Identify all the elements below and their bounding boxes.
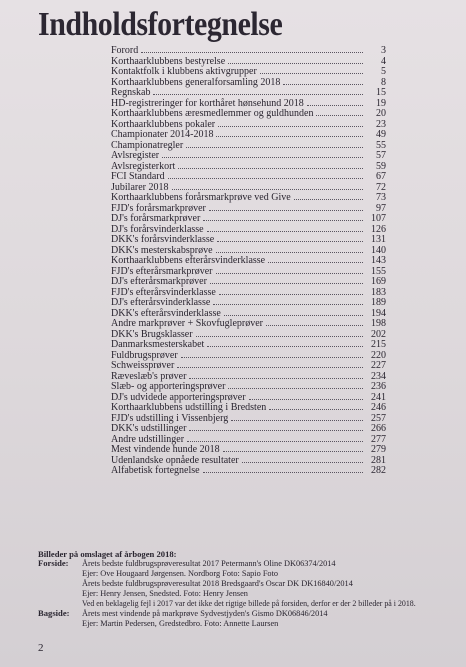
toc-leader-dots xyxy=(172,182,364,190)
toc-entry-page: 4 xyxy=(381,55,386,67)
toc-leader-dots xyxy=(153,87,363,95)
toc-entry xyxy=(111,171,386,182)
toc-entry-title: DKK's forårsvinderklasse xyxy=(111,234,215,245)
toc-entry-title: DJ's udvidede apporteringsprøver xyxy=(111,391,246,403)
toc-leader-dots xyxy=(231,413,363,421)
toc-leader-dots xyxy=(266,318,363,326)
toc-entry xyxy=(111,287,386,298)
toc-entry-page: 72 xyxy=(376,181,386,193)
toc-entry-title: DKK's udstillinger xyxy=(111,423,187,434)
toc-entry xyxy=(111,392,386,403)
toc-entry-page: 246 xyxy=(371,402,386,413)
toc-entry-title: Korthaarklubbens bestyrelse xyxy=(111,55,226,67)
toc-leader-dots xyxy=(141,45,363,53)
toc-leader-dots xyxy=(242,455,363,463)
toc-entry-page: 59 xyxy=(376,160,386,172)
toc-entry-title: Championatregler xyxy=(111,139,184,151)
toc-entry-title: Avlsregister xyxy=(111,150,160,161)
toc-entry-page: 73 xyxy=(376,192,386,203)
toc-entry-page: 183 xyxy=(371,286,386,298)
toc-leader-dots xyxy=(260,66,363,74)
toc-entry xyxy=(111,350,386,361)
toc-entry xyxy=(111,245,386,256)
toc-entry xyxy=(111,339,386,350)
toc-entry-title: FJD's efterårsvinderklasse xyxy=(111,286,216,298)
toc-entry-page: 15 xyxy=(376,87,386,98)
toc-leader-dots xyxy=(177,360,363,368)
toc-entry-page: 8 xyxy=(381,76,386,88)
toc-entry xyxy=(111,329,386,340)
toc-entry xyxy=(111,276,386,287)
toc-entry xyxy=(111,413,386,424)
toc-entry xyxy=(111,318,386,329)
toc-entry xyxy=(111,45,386,56)
toc-leader-dots xyxy=(162,150,363,158)
toc-entry-page: 140 xyxy=(371,244,386,256)
toc-entry-title: Mest vindende hunde 2018 xyxy=(111,444,220,455)
toc-entry-page: 5 xyxy=(381,66,386,77)
toc-leader-dots xyxy=(186,140,363,148)
toc-entry-title: Andre udstillinger xyxy=(111,433,185,445)
toc-entry-title: Udenlandske opnåede resultater xyxy=(111,454,239,466)
toc-entry-page: 55 xyxy=(376,139,386,151)
toc-entry-page: 131 xyxy=(371,234,386,245)
toc-entry-page: 282 xyxy=(371,465,386,476)
cover-photos-heading: Billeder på omslaget af årbogen 2018: xyxy=(38,549,177,559)
toc-entry-title: DJ's efterårsvinderklasse xyxy=(111,297,211,308)
table-of-contents xyxy=(111,45,386,476)
toc-entry xyxy=(111,360,386,371)
toc-leader-dots xyxy=(189,371,363,379)
toc-entry-page: 20 xyxy=(376,108,386,119)
toc-entry-page: 97 xyxy=(376,202,386,214)
toc-entry-title: Fuldbrugsprøver xyxy=(111,349,178,361)
toc-entry-title: Slæb- og apporteringsprøver xyxy=(111,381,226,392)
toc-entry-title: DJ's forårsvinderklasse xyxy=(111,223,204,235)
toc-entry-title: Korthaarklubbens pokaler xyxy=(111,118,216,130)
toc-leader-dots xyxy=(316,108,363,116)
toc-entry-title: FJD's efterårsmarkprøver xyxy=(111,265,213,277)
toc-leader-dots xyxy=(224,308,363,316)
back-cover-label: Bagside: xyxy=(38,608,70,618)
toc-leader-dots xyxy=(209,203,363,211)
toc-entry xyxy=(111,444,386,455)
toc-entry-title: FJD's udstilling i Vissenbjerg xyxy=(111,412,229,424)
toc-entry-page: 3 xyxy=(381,45,386,56)
toc-entry-page: 194 xyxy=(371,307,386,319)
toc-entry xyxy=(111,423,386,434)
toc-entry xyxy=(111,140,386,151)
toc-leader-dots xyxy=(207,224,363,232)
toc-entry-page: 266 xyxy=(371,423,386,434)
toc-leader-dots xyxy=(268,255,363,263)
toc-entry xyxy=(111,161,386,172)
toc-entry-page: 155 xyxy=(371,265,386,277)
toc-entry-page: 189 xyxy=(371,297,386,308)
toc-entry-page: 202 xyxy=(371,328,386,340)
toc-entry-title: Avlsregisterkort xyxy=(111,160,176,172)
toc-entry xyxy=(111,203,386,214)
toc-entry-page: 126 xyxy=(371,223,386,235)
toc-leader-dots xyxy=(178,161,363,169)
toc-entry-title: Korthaarklubbens udstilling i Bredsten xyxy=(111,402,267,413)
toc-entry-page: 67 xyxy=(376,171,386,182)
toc-entry xyxy=(111,455,386,466)
toc-entry-title: Alfabetisk fortegnelse xyxy=(111,465,200,476)
toc-entry-title: Korthaarklubbens æresmedlemmer og guldhunden xyxy=(111,108,314,119)
footer-line: Ejer: Ove Hougaard Jørgensen. Nordborg Foto: Sapio Foto xyxy=(82,569,279,578)
toc-entry-page: 57 xyxy=(376,150,386,161)
toc-leader-dots xyxy=(210,276,363,284)
toc-entry xyxy=(111,192,386,203)
front-cover-label: Forside: xyxy=(38,558,69,568)
toc-entry-page: 143 xyxy=(371,255,386,266)
toc-leader-dots xyxy=(203,213,363,221)
toc-entry xyxy=(111,255,386,266)
toc-entry xyxy=(111,371,386,382)
footer-line: Ejer: Henry Jensen, Snedsted. Foto: Henry Jensen xyxy=(82,589,248,598)
toc-entry-title: Ræveslæb's prøver xyxy=(111,370,187,382)
toc-entry-page: 234 xyxy=(371,370,386,382)
toc-entry-page: 198 xyxy=(371,318,386,329)
toc-leader-dots xyxy=(196,329,363,337)
toc-leader-dots xyxy=(223,444,363,452)
toc-entry-title: Andre markprøver + Skovfugleprøver xyxy=(111,318,263,329)
toc-entry xyxy=(111,182,386,193)
toc-leader-dots xyxy=(213,297,363,305)
toc-entry-page: 236 xyxy=(371,381,386,392)
toc-leader-dots xyxy=(168,171,363,179)
toc-entry-title: HD-registreringer for korthåret hønsehund 2018 xyxy=(111,97,304,109)
toc-entry-page: 277 xyxy=(371,433,386,445)
toc-entry-page: 257 xyxy=(371,412,386,424)
toc-entry-title: Championater 2014-2018 xyxy=(111,129,214,140)
toc-entry xyxy=(111,150,386,161)
toc-leader-dots xyxy=(228,381,363,389)
toc-leader-dots xyxy=(187,434,363,442)
toc-entry-page: 19 xyxy=(376,97,386,109)
toc-entry-page: 220 xyxy=(371,349,386,361)
toc-leader-dots xyxy=(249,392,363,400)
toc-entry-title: Korthaarklubbens generalforsamling 2018 xyxy=(111,76,281,88)
toc-entry xyxy=(111,108,386,119)
toc-entry-title: FJD's forårsmarkprøver xyxy=(111,202,206,214)
toc-entry-page: 23 xyxy=(376,118,386,130)
toc-entry xyxy=(111,224,386,235)
toc-entry-title: Korthaarklubbens efterårsvinderklasse xyxy=(111,255,266,266)
toc-entry xyxy=(111,87,386,98)
toc-entry xyxy=(111,297,386,308)
toc-entry xyxy=(111,434,386,445)
toc-entry xyxy=(111,77,386,88)
toc-entry-page: 227 xyxy=(371,360,386,371)
toc-leader-dots xyxy=(219,287,363,295)
toc-leader-dots xyxy=(218,119,363,127)
toc-leader-dots xyxy=(203,465,363,473)
toc-entry-title: Jubilarer 2018 xyxy=(111,181,169,193)
toc-entry-title: Kontaktfolk i klubbens aktivgrupper xyxy=(111,66,257,77)
toc-entry-page: 241 xyxy=(371,391,386,403)
footer-line: Ejer: Martin Pedersen, Gredstedbro. Foto: Annette Laursen xyxy=(82,619,279,628)
toc-entry-title: DJ's forårsmarkprøver xyxy=(111,213,201,224)
toc-entry-title: DKK's efterårsvinderklasse xyxy=(111,307,221,319)
toc-entry xyxy=(111,129,386,140)
toc-entry-title: FCI Standard xyxy=(111,171,165,182)
toc-entry-title: Danmarksmesterskabet xyxy=(111,339,205,350)
footer-line: Årets mest vindende på markprøve Sydvestjyden's Gismo DK06846/2014 xyxy=(82,609,328,618)
toc-entry xyxy=(111,402,386,413)
page-title: Indholdsfortegnelse xyxy=(38,6,283,43)
toc-entry xyxy=(111,266,386,277)
toc-entry-title: Korthaarklubbens forårsmarkprøve ved Give xyxy=(111,192,291,203)
toc-entry xyxy=(111,381,386,392)
toc-leader-dots xyxy=(216,266,364,274)
toc-entry xyxy=(111,119,386,130)
toc-leader-dots xyxy=(189,423,363,431)
toc-entry-page: 215 xyxy=(371,339,386,350)
toc-entry xyxy=(111,56,386,67)
footer-line: Ved en beklagelig fejl i 2017 var det ikke det rigtige billede på forsiden, derfor er der 2 billeder på i 2018. xyxy=(82,599,416,608)
toc-leader-dots xyxy=(207,339,363,347)
toc-leader-dots xyxy=(216,245,363,253)
toc-leader-dots xyxy=(294,192,363,200)
toc-leader-dots xyxy=(228,56,363,64)
toc-entry-page: 49 xyxy=(376,129,386,140)
toc-entry-title: Regnskab xyxy=(111,87,151,98)
toc-entry-title: DKK's Brugsklasser xyxy=(111,328,193,340)
toc-entry-title: Schweissprøver xyxy=(111,360,175,371)
toc-leader-dots xyxy=(283,77,363,85)
toc-entry-page: 107 xyxy=(371,213,386,224)
footer-line: Årets bedste fuldbrugsprøveresultat 2017 Petermann's Oline DK06374/2014 xyxy=(82,559,336,568)
toc-entry xyxy=(111,308,386,319)
toc-leader-dots xyxy=(216,129,363,137)
toc-entry-title: DJ's efterårsmarkprøver xyxy=(111,276,207,287)
toc-leader-dots xyxy=(217,234,363,242)
toc-entry xyxy=(111,98,386,109)
toc-entry xyxy=(111,66,386,77)
toc-entry-page: 279 xyxy=(371,444,386,455)
toc-entry-title: Forord xyxy=(111,45,139,56)
toc-leader-dots xyxy=(181,350,363,358)
toc-entry-title: DKK's mesterskabsprøve xyxy=(111,244,213,256)
toc-entry-page: 281 xyxy=(371,454,386,466)
toc-entry xyxy=(111,465,386,476)
toc-leader-dots xyxy=(307,98,363,106)
footer-line: Årets bedste fuldbrugsprøveresultat 2018 Bredsgaard's Oscar DK DK16840/2014 xyxy=(82,579,353,588)
page-number: 2 xyxy=(38,642,44,654)
toc-entry xyxy=(111,213,386,224)
toc-entry xyxy=(111,234,386,245)
toc-entry-page: 169 xyxy=(371,276,386,287)
toc-leader-dots xyxy=(269,402,363,410)
